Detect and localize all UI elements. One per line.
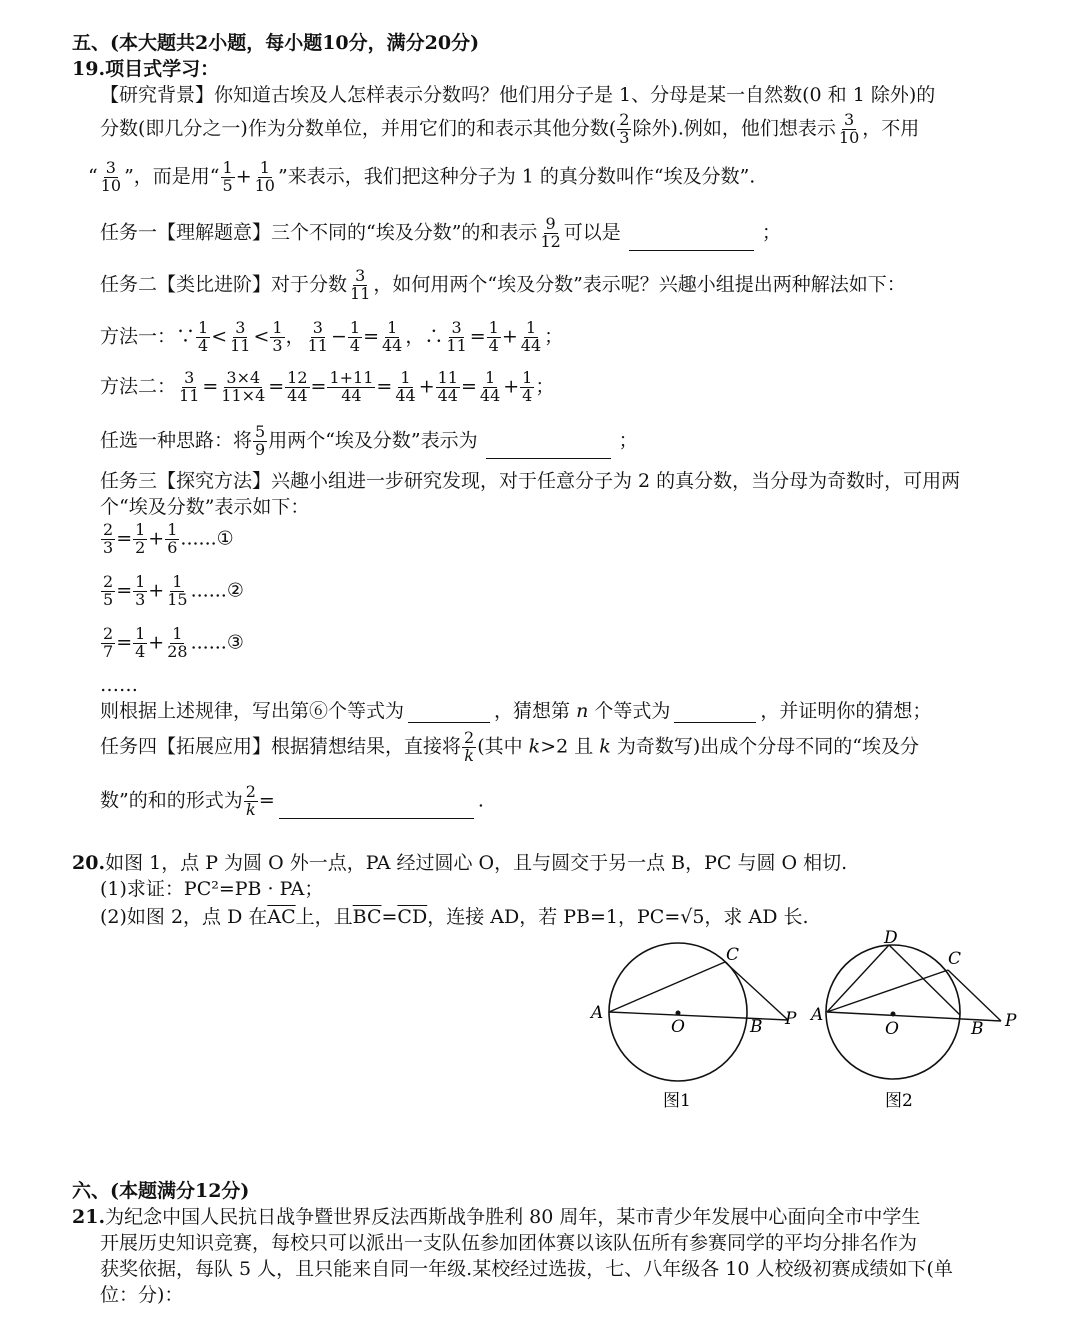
text: (2)如图 2，点 D 在 (100, 906, 268, 928)
text: ，连接 AD，若 PB=1，PC=√5，求 AD 长. (427, 906, 809, 928)
text: < (211, 325, 228, 348)
denominator: 4 (349, 335, 361, 355)
section-five-header: 五、(本大题共2小题，每小题10分，满分20分) (72, 32, 480, 54)
numerator: 2 (103, 624, 114, 643)
fraction (165, 522, 179, 557)
text: = (376, 375, 393, 398)
text: 分数(即几分之一)作为分数单位，并用它们的和表示其他分数( (100, 117, 617, 140)
denominator: 44 (287, 385, 308, 405)
fraction (478, 370, 502, 405)
denominator: 11 (179, 385, 200, 405)
text: 任务一【理解题意】三个不同的“埃及分数”的和表示 (100, 221, 538, 244)
text: 方法二： (100, 375, 177, 398)
text: 则根据上述规律，写出第⑥个等式为 (100, 700, 405, 722)
numerator: 3×4 (226, 368, 261, 387)
text: k (599, 735, 611, 758)
text: ，并证明你的猜想； (760, 700, 932, 722)
numerator: 1+11 (329, 368, 374, 387)
line-cp (948, 970, 1001, 1021)
denominator: 3 (272, 335, 283, 355)
text: = (310, 375, 327, 398)
numerator: 1 (167, 520, 178, 539)
label-o: O (671, 1017, 685, 1037)
q19-task4-line2 (100, 784, 484, 819)
fraction (436, 370, 460, 405)
text: ； (535, 375, 555, 398)
label-c: C (948, 949, 962, 969)
text: ∴ (424, 325, 444, 348)
q19-method1 (100, 320, 563, 355)
label-d: D (884, 928, 898, 948)
figure-2 (805, 928, 1030, 1120)
q19-background-line1: 【研究背景】你知道古埃及人怎样表示分数吗？他们用分子是 1、分母是某一自然数(0 和 1 除外)的 (100, 84, 936, 106)
denominator: 44 (437, 385, 458, 405)
text: ，猜想第 (494, 700, 571, 722)
text: + (148, 631, 165, 654)
fraction (270, 320, 284, 355)
denominator: 10 (838, 127, 860, 147)
numerator: 1 (259, 158, 270, 177)
arc-cd: $\overline{CD}$ (397, 906, 428, 928)
numerator: 11 (437, 368, 458, 387)
numerator: 2 (245, 782, 256, 801)
q20-line1 (72, 852, 847, 875)
denominator: 5 (222, 175, 233, 195)
fraction-3-10 (99, 160, 123, 195)
text: = (363, 325, 379, 348)
numerator: 1 (525, 318, 537, 337)
text: + (148, 527, 165, 550)
numerator: 1 (135, 624, 146, 643)
denominator: 11 (446, 335, 467, 355)
denominator: 3 (103, 537, 114, 557)
fraction (133, 522, 147, 557)
fraction (487, 320, 501, 355)
text: 数”的和的形式为 (100, 789, 243, 812)
q21-line1 (72, 1206, 920, 1229)
fraction (306, 320, 330, 355)
numerator: 2 (103, 572, 114, 591)
text: 为纪念中国人民抗日战争暨世界反法西斯战争胜利 80 周年，某市青少年发展中心面向全市中学生 (105, 1206, 921, 1228)
numerator: 1 (387, 318, 398, 337)
text: = (116, 579, 133, 602)
denominator: 5 (103, 589, 114, 609)
denominator: 4 (522, 385, 533, 405)
denominator: 4 (198, 335, 209, 355)
q19-task4-line1 (100, 730, 919, 765)
numerator: 3 (843, 110, 855, 129)
line-cp (725, 962, 788, 1020)
denominator: 4 (488, 335, 499, 355)
denominator: k (245, 799, 256, 819)
denominator: 12 (540, 231, 561, 251)
q19-rule-line (100, 700, 931, 723)
label-p: P (785, 1009, 797, 1029)
q19-method2 (100, 370, 554, 405)
fraction (165, 626, 189, 661)
numerator: 3 (105, 158, 116, 177)
figure-1 (585, 940, 810, 1120)
denominator: 9 (255, 439, 266, 459)
text: n (576, 700, 589, 722)
denominator: 7 (103, 641, 114, 661)
q19-equation-3 (100, 626, 244, 661)
numerator: 1 (198, 318, 209, 337)
denominator: 3 (135, 589, 146, 609)
fraction (348, 320, 362, 355)
text: = (460, 375, 477, 398)
text: . (477, 789, 484, 812)
text: 可以是 (563, 221, 621, 244)
denominator: 10 (100, 175, 122, 195)
denominator: 4 (135, 641, 146, 661)
q19-task3-line1: 任务三【探究方法】兴趣小组进一步研究发现，对于任意分子为 2 的真分数，当分母为奇数时，可用两 (100, 470, 961, 492)
text: 方法一：∵ (100, 325, 196, 348)
text: 如图 1，点 P 为圆 O 外一点，PA 经过圆心 O，且与圆交于另一点 B，PC 与圆 O 相切. (105, 852, 848, 874)
text: (其中 (477, 735, 523, 758)
fraction (165, 574, 189, 609)
line-ac (827, 970, 948, 1012)
q21-line4: 位：分)： (100, 1284, 184, 1306)
text: = (116, 527, 133, 550)
denominator: k (464, 745, 474, 765)
answer-blank-nth-equation[interactable] (674, 704, 756, 723)
denominator: 44 (520, 335, 542, 355)
fraction (101, 626, 115, 661)
fraction-1-10 (253, 160, 277, 195)
label-b: B (971, 1019, 984, 1039)
fraction (101, 522, 115, 557)
numerator: 5 (255, 422, 266, 441)
fraction (101, 574, 115, 609)
fraction (219, 370, 267, 405)
numerator: 1 (172, 572, 183, 591)
numerator: 1 (349, 318, 361, 337)
fraction (133, 626, 147, 661)
numerator: 12 (287, 368, 308, 387)
q19-ellipsis: …… (100, 674, 138, 696)
answer-blank-sixth-equation[interactable] (408, 704, 490, 723)
text: 为奇数写)出成个分母不同的“埃及分 (616, 735, 919, 758)
q19-task2 (100, 268, 906, 303)
fraction-2-k (244, 784, 258, 819)
q19-title-text: 项目式学习： (105, 58, 220, 80)
label-a: A (591, 1003, 604, 1023)
text: < (253, 325, 270, 348)
answer-blank-task4[interactable] (279, 800, 474, 819)
text: “ (88, 165, 98, 188)
numerator: 2 (619, 110, 630, 129)
fraction-1-5 (221, 160, 235, 195)
fraction-5-9 (253, 424, 267, 459)
q19-title (72, 58, 219, 81)
fraction (393, 370, 417, 405)
arc-ac: $\overline{AC}$ (267, 906, 296, 928)
q21-line3: 获奖依据，每队 5 人，且只能来自同一年级.某校经过选拔，七、八年级各 10 人校级初赛成绩如下(单 (100, 1258, 953, 1280)
q19-task3-line2: 个“埃及分数”表示如下： (100, 496, 310, 518)
fraction-9-12 (538, 216, 562, 251)
denominator: 6 (167, 537, 178, 557)
center-o (891, 1012, 896, 1017)
figure-1-caption: 图1 (663, 1091, 691, 1111)
numerator: 1 (488, 318, 499, 337)
numerator: 1 (135, 520, 146, 539)
text: 个等式为 (594, 700, 671, 722)
denominator: 11 (307, 335, 328, 355)
q19-task1 (100, 216, 781, 251)
fraction (285, 370, 309, 405)
fraction (177, 370, 201, 405)
numerator: 3 (235, 318, 246, 337)
denominator: 15 (167, 589, 188, 609)
text: = (202, 375, 219, 398)
numerator: 3 (355, 266, 366, 285)
denominator: 11×4 (221, 385, 266, 405)
fraction (519, 320, 543, 355)
denominator: 44 (479, 385, 501, 405)
q21-line2: 开展历史知识竞赛，每校只可以派出一支队伍参加团体赛以该队伍所有参赛同学的平均分排名作为 (100, 1232, 918, 1254)
label-b: B (750, 1017, 763, 1037)
label-c: C (726, 945, 740, 965)
q19-equation-1 (100, 522, 234, 557)
fraction (327, 370, 375, 405)
denominator: 11 (230, 335, 251, 355)
q20-number: 20. (72, 852, 106, 874)
text: ......② (190, 579, 244, 602)
text: 上，且 (295, 906, 353, 928)
fraction (444, 320, 468, 355)
text: ，不用 (862, 117, 920, 140)
text: ， (285, 325, 305, 348)
text: + (501, 325, 518, 348)
numerator: 2 (103, 520, 114, 539)
text: = (268, 375, 285, 398)
q20-part2 (100, 906, 809, 929)
text: >2 且 (540, 735, 594, 758)
label-p: P (1005, 1011, 1017, 1031)
q19-pick-method (100, 424, 638, 459)
line-ac (609, 962, 725, 1012)
fraction (520, 370, 534, 405)
text: 用两个“埃及分数”表示为 (268, 429, 478, 452)
text: ......① (180, 527, 234, 550)
fraction (228, 320, 252, 355)
q19-background-line2 (100, 112, 919, 147)
center-o (676, 1011, 681, 1016)
fraction-2-3 (617, 112, 631, 147)
q19-background-line3 (88, 160, 755, 195)
q20-part1: (1)求证：PC²=PB · PA； (100, 878, 324, 900)
q19-number: 19. (72, 58, 106, 80)
numerator: 2 (464, 728, 475, 747)
numerator: 1 (400, 368, 411, 387)
fraction-3-10 (837, 112, 861, 147)
text: = (381, 906, 398, 928)
answer-blank-pick[interactable] (486, 440, 611, 459)
text: 任务二【类比进阶】对于分数 (100, 273, 348, 296)
text: − (330, 325, 347, 348)
numerator: 1 (222, 158, 233, 177)
text: ”来表示，我们把这种分子为 1 的真分数叫作“埃及分数”. (277, 165, 756, 188)
text: 任务四【拓展应用】根据猜想结果，直接将 (100, 735, 462, 758)
q19-equation-2 (100, 574, 244, 609)
text: = (469, 325, 486, 348)
text: ； (618, 429, 638, 452)
label-o: O (885, 1019, 899, 1039)
text: + (148, 579, 165, 602)
text: + (235, 165, 252, 188)
text: + (418, 375, 435, 398)
fraction-2-k (462, 730, 476, 765)
text: + (503, 375, 520, 398)
text: k (528, 735, 541, 758)
text: ； (544, 325, 564, 348)
numerator: 1 (522, 368, 533, 387)
text: 任选一种思路：将 (100, 429, 253, 452)
arc-bc: $\overline{BC}$ (352, 906, 382, 928)
answer-blank-task1[interactable] (629, 232, 754, 251)
denominator: 44 (341, 385, 362, 405)
numerator: 1 (172, 624, 183, 643)
denominator: 3 (619, 127, 630, 147)
denominator: 2 (135, 537, 146, 557)
numerator: 3 (312, 318, 323, 337)
text: ，如何用两个“埃及分数”表示呢？兴趣小组提出两种解法如下： (373, 273, 906, 296)
q21-number: 21. (72, 1206, 106, 1228)
text: ， (405, 325, 425, 348)
numerator: 9 (545, 214, 556, 233)
text: 除外).例如，他们想表示 (632, 117, 836, 140)
text: = (116, 631, 133, 654)
denominator: 10 (254, 175, 275, 195)
figure-2-caption: 图2 (885, 1091, 913, 1111)
text: ； (761, 221, 781, 244)
label-a: A (811, 1005, 824, 1025)
text: = (258, 789, 275, 812)
denominator: 11 (350, 283, 371, 303)
fraction (380, 320, 404, 355)
fraction-3-11 (348, 268, 372, 303)
section-six-header: 六、(本题满分12分) (72, 1180, 250, 1202)
text: ”，而是用“ (124, 165, 220, 188)
denominator: 44 (382, 335, 403, 355)
text: ......③ (190, 631, 244, 654)
numerator: 1 (135, 572, 146, 591)
fraction (196, 320, 210, 355)
numerator: 1 (272, 318, 283, 337)
numerator: 1 (484, 368, 496, 387)
numerator: 3 (184, 368, 195, 387)
numerator: 3 (451, 318, 462, 337)
fraction (133, 574, 147, 609)
denominator: 44 (395, 385, 416, 405)
denominator: 28 (167, 641, 188, 661)
